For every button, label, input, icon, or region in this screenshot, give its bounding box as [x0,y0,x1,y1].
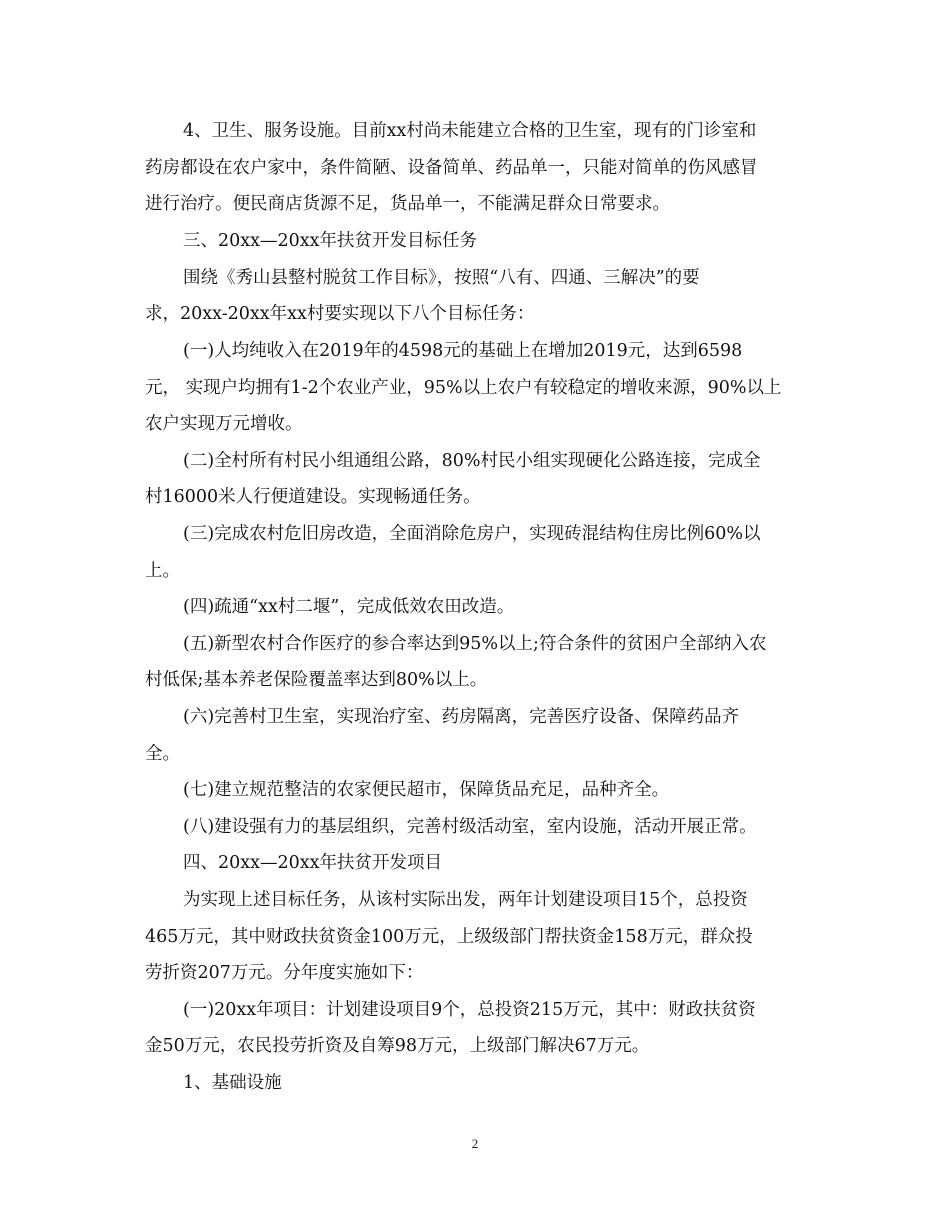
paragraph-line: (四)疏通“xx村二堰”，完成低效农田改造。 [183,597,515,617]
paragraph-line: (一)20xx年项目：计划建设项目9个，总投资215万元，其中：财政扶贫资 [183,1000,756,1020]
paragraph-line: (二)全村所有村民小组通组公路，80%村民小组实现硬化公路连接，完成全 [183,451,761,471]
paragraph-line: 村16000米人行便道建设。实现畅通任务。 [145,487,481,507]
paragraph-line: (七)建立规范整洁的农家便民超市，保障货品充足，品种齐全。 [183,780,670,800]
section-heading: 四、20xx—20xx年扶贫开发项目 [183,853,443,873]
paragraph-line: 劳折资207万元。分年度实施如下： [145,963,424,983]
paragraph-line: (一)人均纯收入在2019年的4598元的基础上在增加2019元，达到6598 [183,341,743,361]
paragraph-line: 农户实现万元增收。 [145,414,303,434]
paragraph-line: 元， 实现户均拥有1-2个农业产业，95%以上农户有较稳定的增收来源，90%以上 [145,378,782,398]
subsection-heading: 1、基础设施 [183,1073,282,1093]
paragraph-line: 村低保;基本养老保险覆盖率达到80%以上。 [145,670,488,690]
paragraph-line: 进行治疗。便民商店货源不足，货品单一，不能满足群众日常要求。 [145,194,670,214]
page-number: 2 [471,1136,479,1151]
paragraph-line: 4、卫生、服务设施。目前xx村尚未能建立合格的卫生室，现有的门诊室和 [183,121,757,141]
paragraph-line: 药房都设在农户家中，条件简陋、设备简单、药品单一，只能对简单的伤风感冒 [145,158,758,178]
paragraph-line: 全。 [145,744,180,764]
paragraph-line: 465万元，其中财政扶贫资金100万元，上级级部门帮扶资金158万元，群众投 [145,927,753,947]
paragraph-line: 为实现上述目标任务，从该村实际出发，两年计划建设项目15个，总投资 [183,890,748,910]
section-heading: 三、20xx—20xx年扶贫开发目标任务 [183,231,478,251]
paragraph-line: 围绕《秀山县整村脱贫工作目标》，按照“八有、四通、三解决”的要 [183,268,700,288]
paragraph-line: 上。 [145,561,180,581]
paragraph-line: (三)完成农村危旧房改造，全面消除危房户，实现砖混结构住房比例60%以 [183,524,761,544]
paragraph-line: (八)建设强有力的基层组织，完善村级活动室，室内设施，活动开展正常。 [183,817,757,837]
paragraph-line: 求，20xx-20xx年xx村要实现以下八个目标任务： [145,304,535,324]
paragraph-line: (六)完善村卫生室，实现治疗室、药房隔离，完善医疗设备、保障药品齐 [183,707,740,727]
paragraph-line: 金50万元，农民投劳折资及自筹98万元，上级部门解决67万元。 [145,1036,650,1056]
paragraph-line: (五)新型农村合作医疗的参合率达到95%以上;符合条件的贫困户全部纳入农 [183,634,767,654]
